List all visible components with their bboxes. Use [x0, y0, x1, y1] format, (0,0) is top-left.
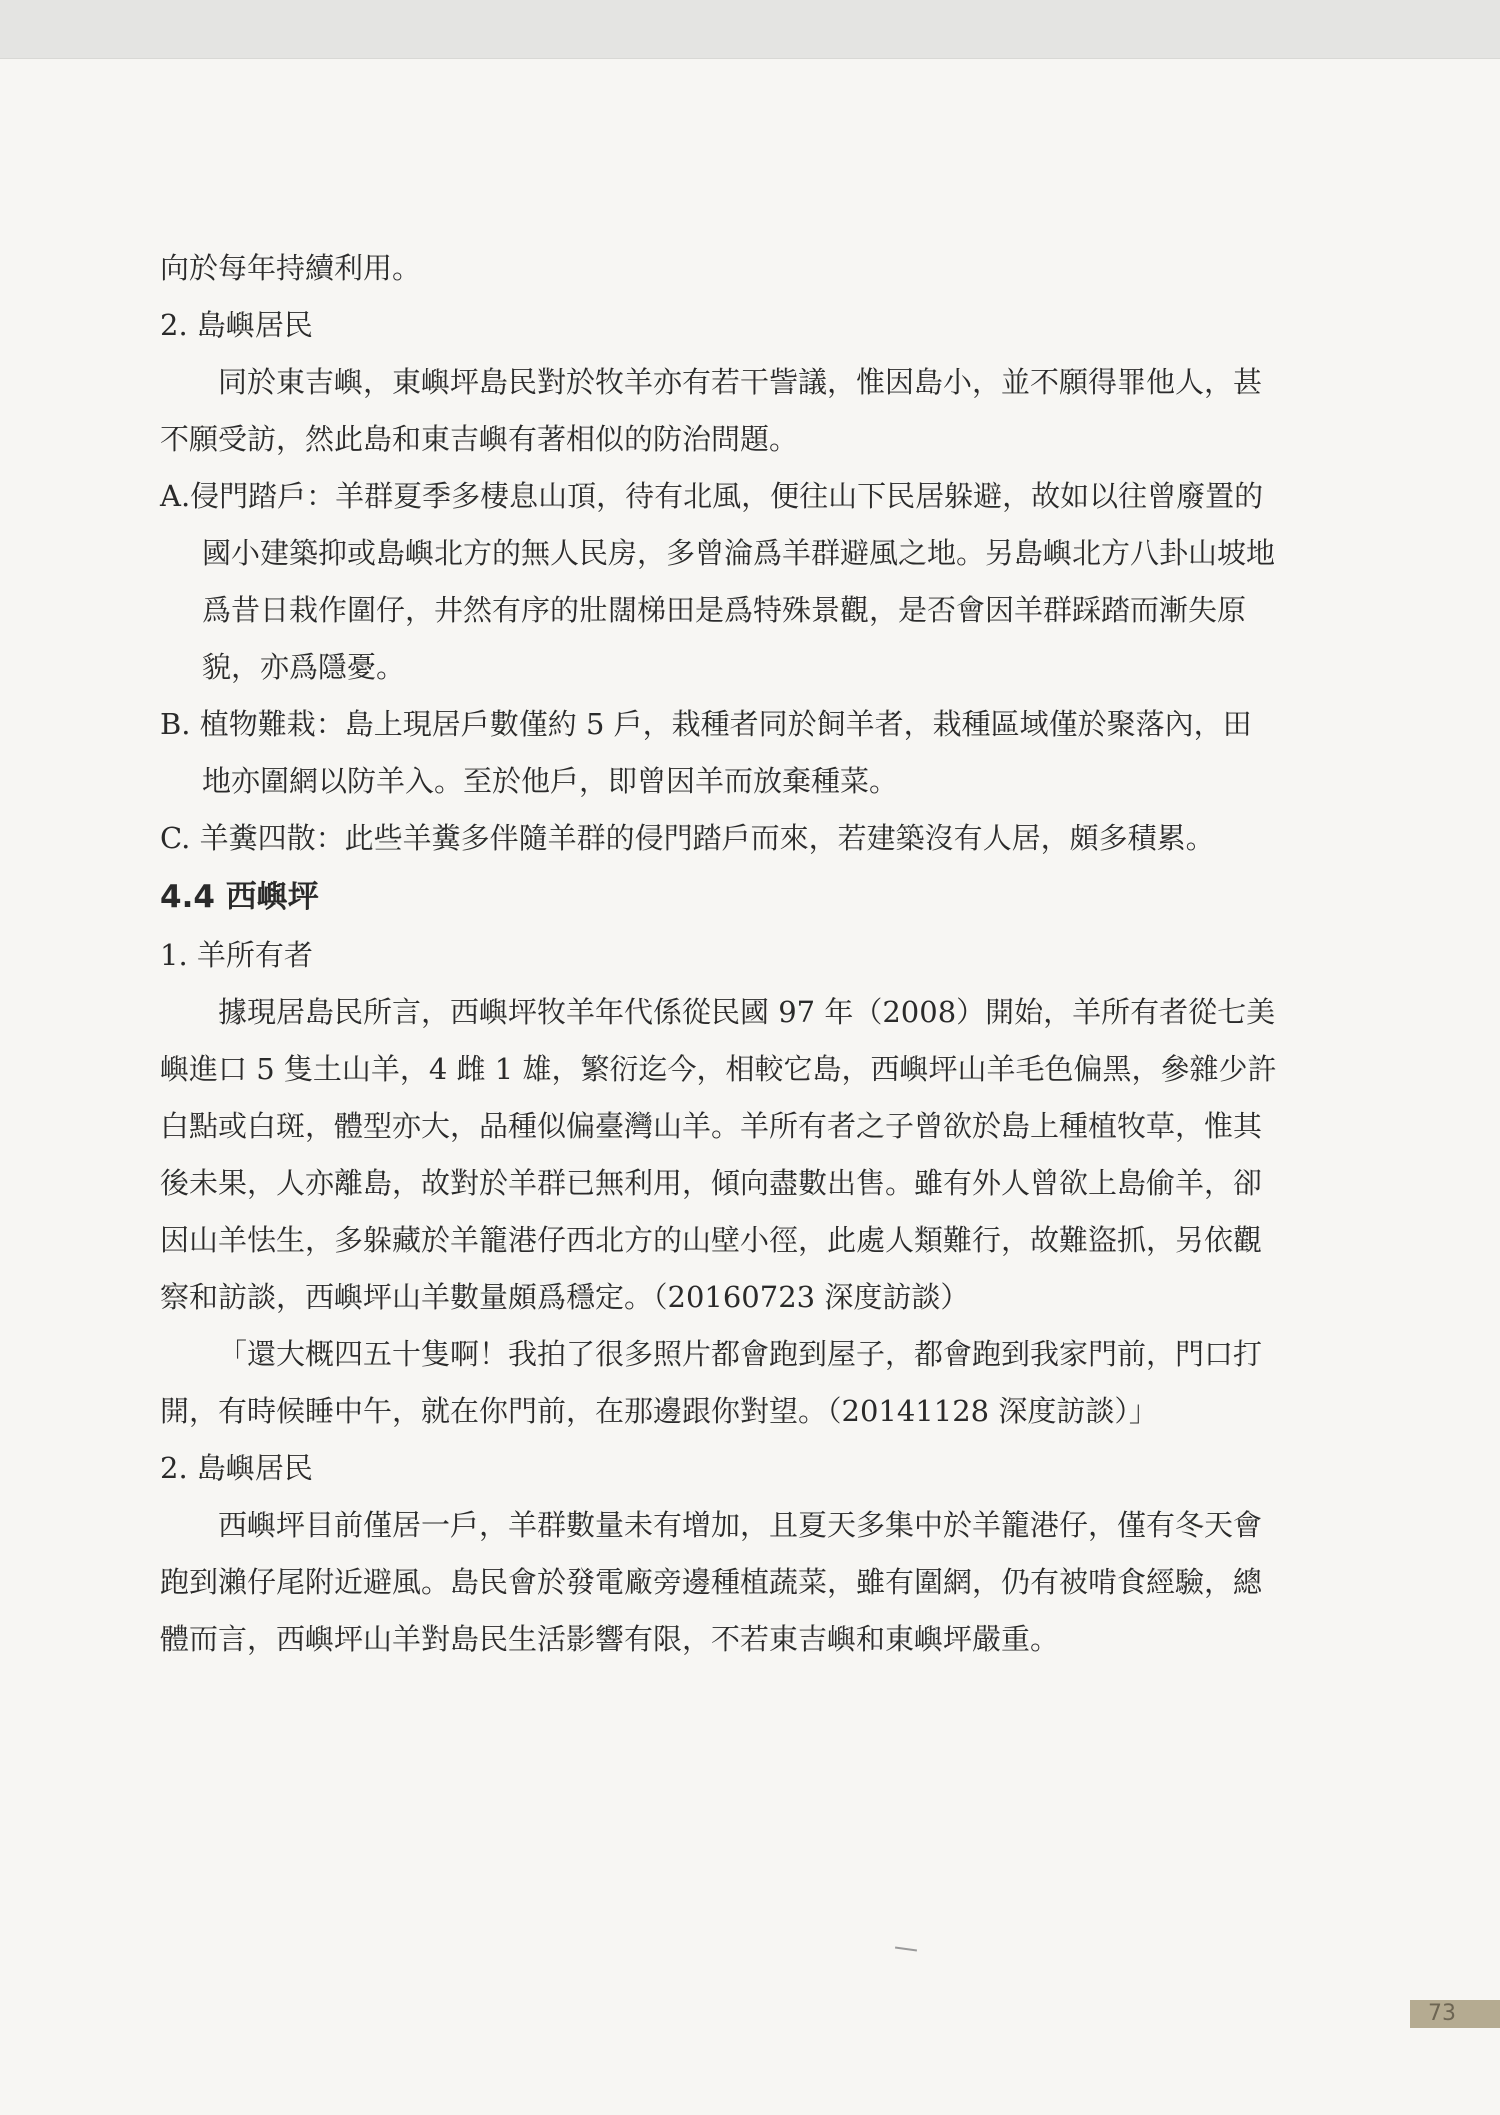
subheading-island-residents: 2. 島嶼居民 [160, 308, 313, 342]
paragraph-dongyuping-residents: 同於東吉嶼，東嶼坪島民對於牧羊亦有若干訾議，惟因島小，並不願得罪他人，甚不願受訪，然此島和東吉嶼有著相似的防治問題。 [160, 365, 1263, 456]
paragraph-continuation: 向於每年持續利用。 [160, 251, 422, 285]
subheading-island-residents-2: 2. 島嶼居民 [160, 1451, 313, 1485]
page-body [160, 240, 1280, 1668]
page-number: 73 [1410, 2000, 1500, 2028]
page-top-band [0, 0, 1500, 59]
list-item-b: B. 植物難栽：島上現居戶數僅約 5 戶，栽種者同於飼羊者，栽種區域僅於聚落內，田地亦圍網以防羊入。至於他戶，即曾因羊而放棄種菜。 [160, 707, 1252, 798]
interview-quote: 「還大概四五十隻啊！我拍了很多照片都會跑到屋子，都會跑到我家門前，門口打開，有時候睡中午，就在你門前，在那邊跟你對望。（20141128 深度訪談）」 [160, 1337, 1263, 1428]
list-item-c: C. 羊糞四散：此些羊糞多伴隨羊群的侵門踏戶而來，若建築沒有人居，頗多積累。 [160, 821, 1215, 855]
subheading-sheep-owner: 1. 羊所有者 [160, 938, 313, 972]
section-heading-xiyuping: 4.4 西嶼坪 [160, 879, 319, 915]
paragraph-xiyuping-residents: 西嶼坪目前僅居一戶，羊群數量未有增加，且夏天多集中於羊籠港仔，僅有冬天會跑到瀨仔尾附近避風。島民會於發電廠旁邊種植蔬菜，雖有圍網，仍有被啃食經驗，總體而言，西嶼坪山羊對島民生活影響有限，不若東吉嶼和東嶼坪嚴重。 [160, 1508, 1263, 1656]
scan-mark [895, 1946, 917, 1951]
list-item-a: A.侵門踏戶：羊群夏季多棲息山頂，待有北風，便往山下民居躲避，故如以往曾廢置的國小建築抑或島嶼北方的無人民房，多曾淪爲羊群避風之地。另島嶼北方八卦山坡地爲昔日栽作圍仔，井然有序的壯闊梯田是爲特殊景觀，是否會因羊群踩踏而漸失原貌，亦爲隱憂。 [160, 479, 1276, 684]
paragraph-sheep-owner: 據現居島民所言，西嶼坪牧羊年代係從民國 97 年（2008）開始，羊所有者從七美嶼進口 5 隻土山羊，4 雌 1 雄，繁衍迄今，相較它島，西嶼坪山羊毛色偏黑，參雜少許白點或白斑，體型亦大，品種似偏臺灣山羊。羊所有者之子曾欲於島上種植牧草，惟其後未果，人亦離島，故對於羊群已無利用，傾向盡數出售。雖有外人曾欲上島偷羊，卻因山羊怯生，多躲藏於羊籠港仔西北方的山壁小徑，此處人類難行，故難盜抓，另依觀察和訪談，西嶼坪山羊數量頗爲穩定。（20160723 深度訪談） [160, 995, 1277, 1314]
